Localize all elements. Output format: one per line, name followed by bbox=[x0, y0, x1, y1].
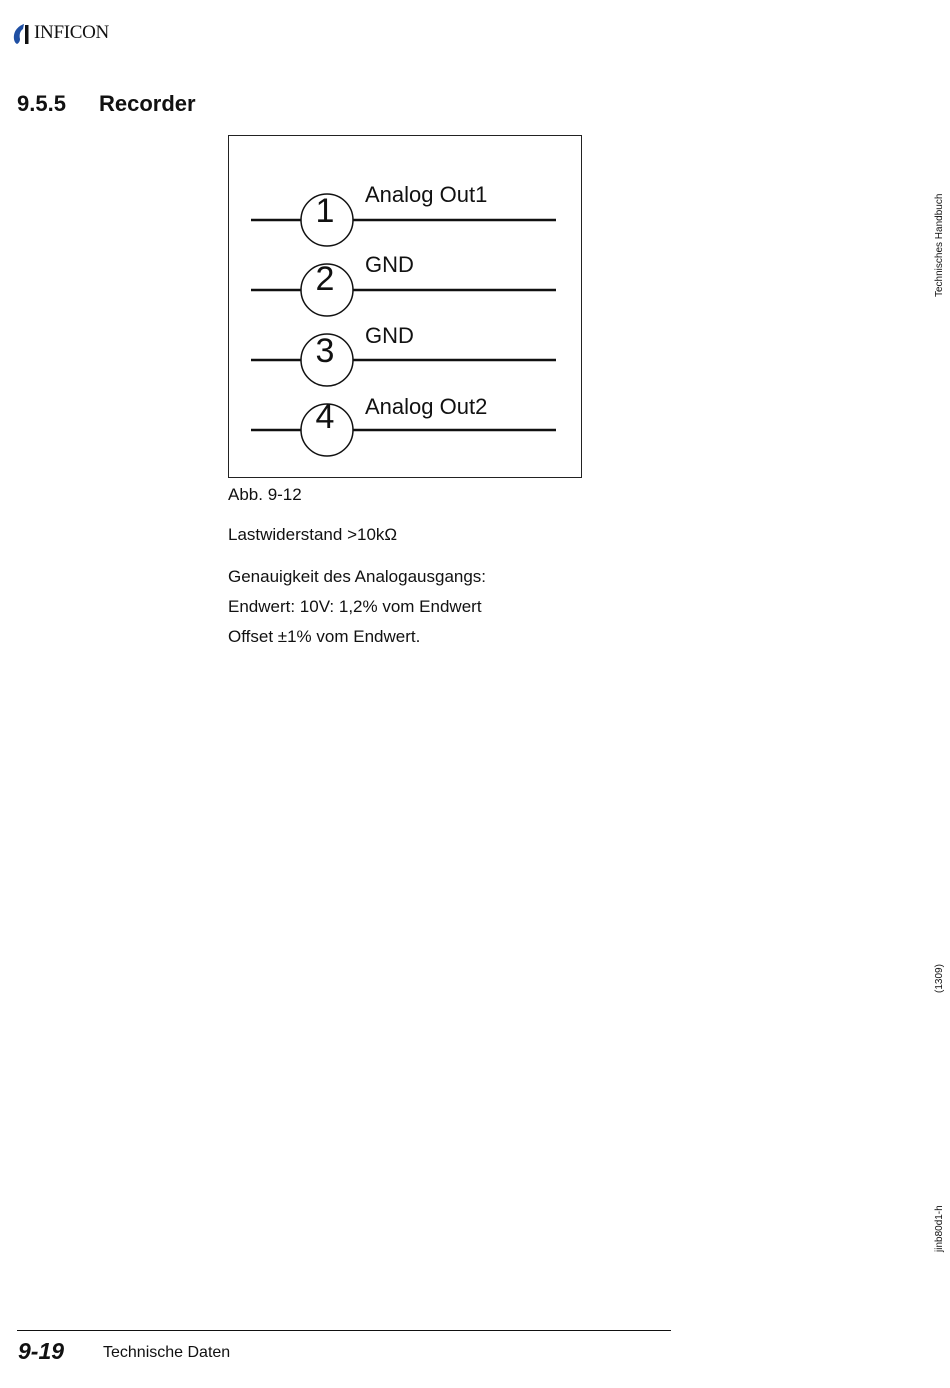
pin-3-label: GND bbox=[365, 323, 414, 348]
pin-4-number: 4 bbox=[315, 398, 335, 436]
pin-2-label: GND bbox=[365, 252, 414, 277]
side-label-doc-id: jinb80d1-h bbox=[934, 1205, 945, 1252]
side-label-manual: Technisches Handbuch bbox=[934, 193, 945, 297]
inficon-logo-icon bbox=[12, 20, 32, 46]
pin-1-label: Analog Out1 bbox=[365, 182, 488, 207]
accuracy-heading: Genauigkeit des Analogausgangs: bbox=[228, 567, 487, 586]
accuracy-line-1: Endwert: 10V: 1,2% vom Endwert bbox=[228, 597, 482, 616]
inficon-logo bbox=[12, 20, 109, 46]
footer-rule bbox=[17, 1330, 671, 1331]
pin-3-number: 3 bbox=[315, 332, 335, 370]
chapter-title: Technische Daten bbox=[103, 1344, 231, 1361]
pin-4-label: Analog Out2 bbox=[365, 394, 488, 419]
side-label-date: (1309) bbox=[934, 964, 945, 993]
section-number: 9.5.5 bbox=[17, 91, 66, 116]
accuracy-line-2: Offset ±1% vom Endwert. bbox=[228, 627, 421, 646]
figure-caption: Abb. 9-12 bbox=[228, 485, 302, 504]
logo-text: INFICON bbox=[34, 22, 109, 43]
pin-1-number: 1 bbox=[315, 192, 335, 230]
page-number: 9-19 bbox=[18, 1338, 65, 1364]
load-resistance-text: Lastwiderstand >10kΩ bbox=[228, 525, 398, 544]
section-title: Recorder bbox=[99, 91, 196, 116]
connector-diagram bbox=[228, 135, 582, 478]
pin-2-number: 2 bbox=[315, 260, 335, 298]
